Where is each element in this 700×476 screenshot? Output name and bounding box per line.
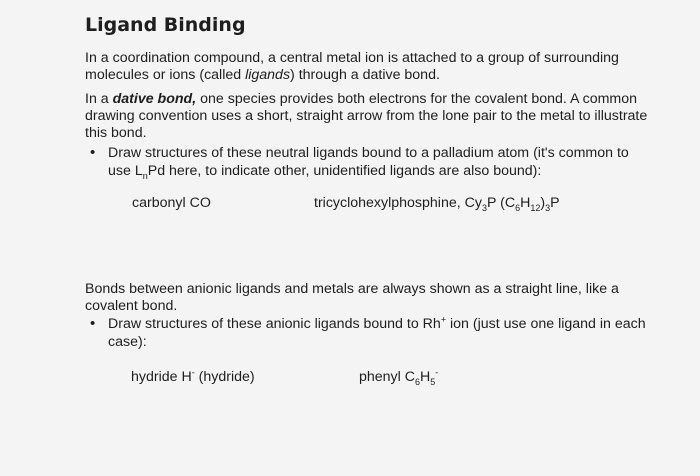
bullet-anionic-text xyxy=(108,315,648,351)
phosphine-s2: 6 xyxy=(515,202,521,213)
bullet-dot: • xyxy=(90,144,96,161)
phosphine-s1: 3 xyxy=(481,202,487,213)
ligand-phosphine xyxy=(314,195,560,211)
ligand-phenyl xyxy=(359,369,438,385)
bullet2-text-b: ion (just use one ligand in each case): xyxy=(108,316,646,350)
hydride-a: hydride H xyxy=(131,369,192,385)
phenyl-s1: 6 xyxy=(415,376,421,387)
bullet1-text-b: Pd here, to indicate other, unidentified ligands are also bound): xyxy=(147,163,542,179)
bullet1-subscript: n xyxy=(142,170,148,181)
dative-text-a: In a xyxy=(85,91,113,107)
hydride-charge: - xyxy=(191,367,195,378)
ligands-term: ligands xyxy=(245,67,291,83)
dative-bond-paragraph xyxy=(85,91,660,142)
bullet-dot: • xyxy=(90,315,96,332)
phosphine-c: H xyxy=(520,195,531,211)
phenyl-charge: - xyxy=(435,367,439,378)
phosphine-s4: 3 xyxy=(545,202,551,213)
hydride-b: (hydride) xyxy=(194,369,255,385)
dative-bond-term: dative bond, xyxy=(112,91,197,107)
phosphine-b: P (C xyxy=(486,195,516,211)
ligand-hydride xyxy=(131,369,255,385)
bullet-neutral-text xyxy=(108,144,648,180)
phenyl-b: H xyxy=(420,369,431,385)
phosphine-a: tricyclohexylphosphine, Cy xyxy=(314,195,482,211)
bullet2-text-a: Draw structures of these anionic ligands bound to Rh xyxy=(108,316,441,332)
intro-text-a: In a coordination compound, a central metal ion is attached to a group of surrounding molecules or ions (called xyxy=(85,50,619,83)
phosphine-e: P xyxy=(550,195,560,211)
page-title: Ligand Binding xyxy=(85,14,246,36)
phenyl-s2: 5 xyxy=(430,376,436,387)
intro-paragraph xyxy=(85,50,660,84)
bullet1-text-a: Draw structures of these neutral ligands bound to a palladium atom (it's common to use L xyxy=(108,145,629,179)
anionic-paragraph: Bonds between anionic ligands and metals are always shown as a straight line, like a covalent bond. xyxy=(85,281,619,314)
dative-text-b: one species provides both electrons for the covalent bond. A common drawing convention uses a short, straight arrow from the lone pair to the metal to illustrate this bond. xyxy=(85,91,648,141)
intro-text-b: ) through a dative bond. xyxy=(290,67,440,83)
ligand-carbonyl: carbonyl CO xyxy=(132,195,211,211)
phosphine-d: ) xyxy=(540,195,546,211)
phenyl-a: phenyl C xyxy=(359,369,415,385)
phosphine-s3: 12 xyxy=(530,202,541,213)
bullet2-superscript: + xyxy=(440,314,447,325)
